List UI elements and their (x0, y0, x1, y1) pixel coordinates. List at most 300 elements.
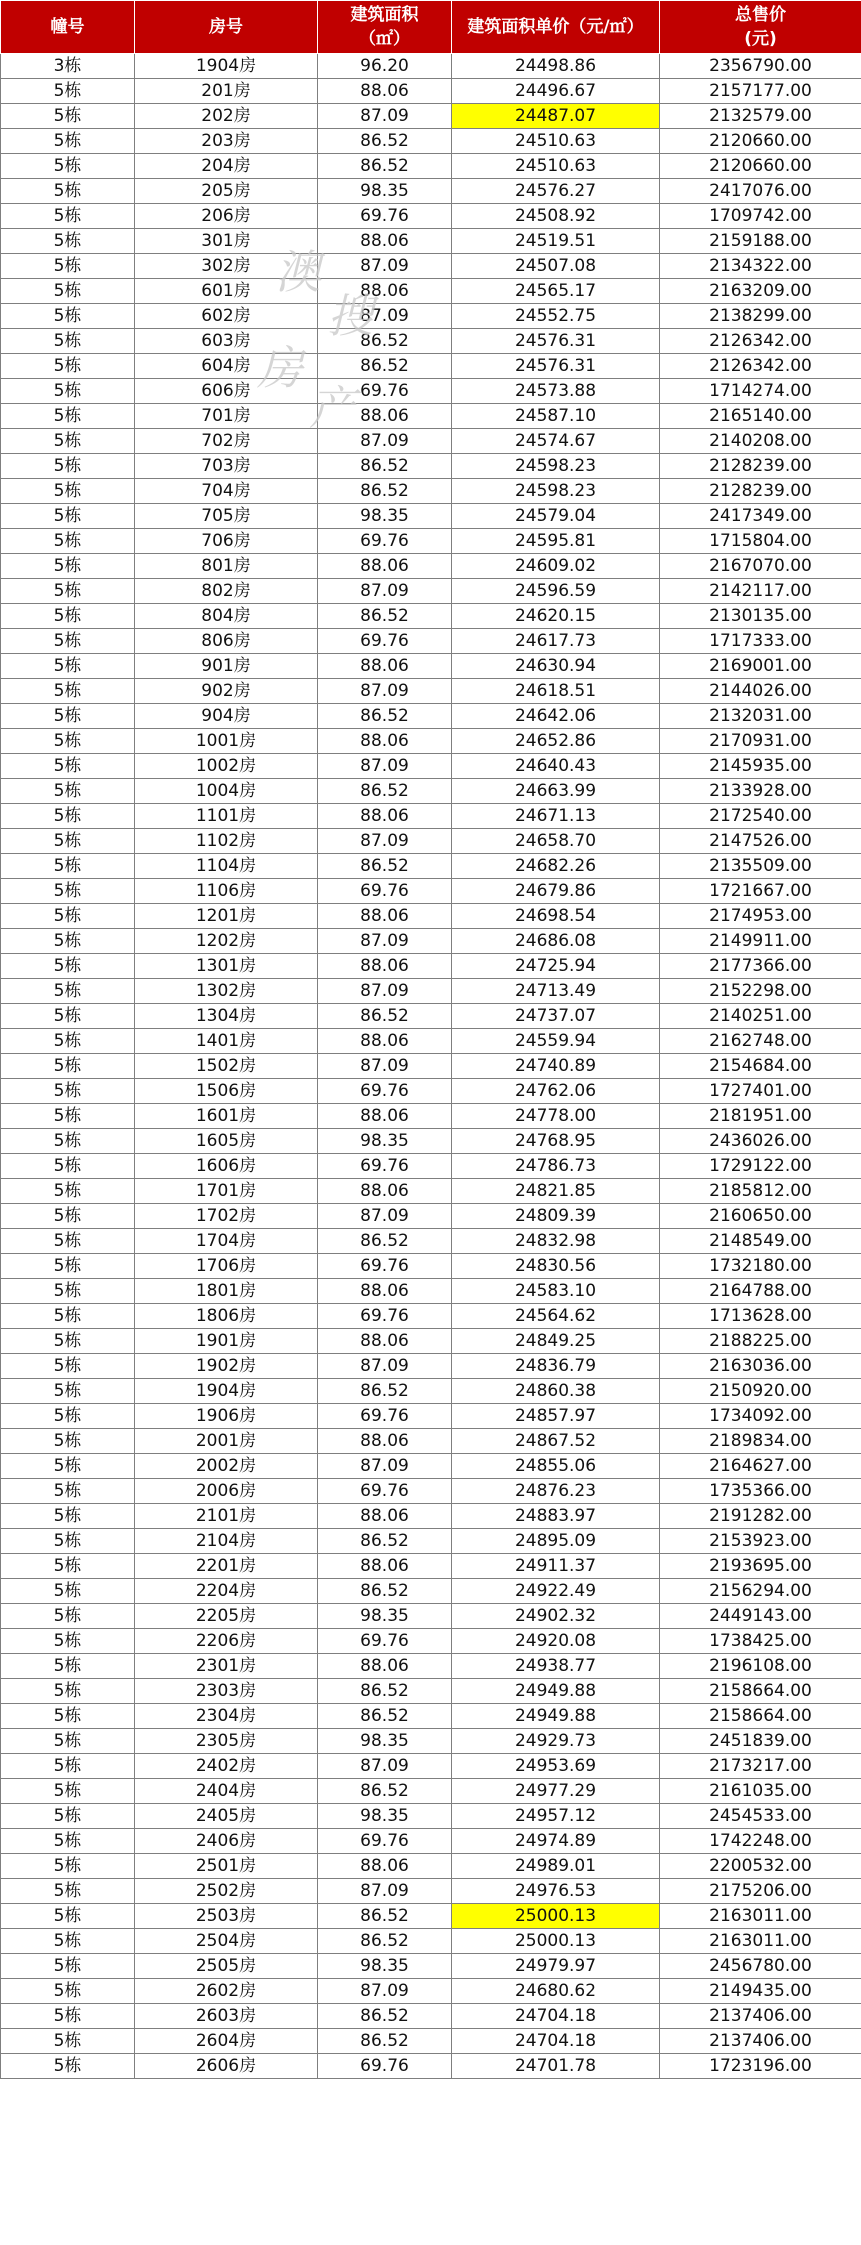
cell-total-price: 2138299.00 (660, 304, 861, 329)
cell-building: 5栋 (1, 1829, 135, 1854)
cell-unit-price: 24574.67 (452, 429, 660, 454)
cell-room: 1601房 (135, 1104, 318, 1129)
cell-area: 69.76 (318, 1254, 452, 1279)
header-unit-price: 建筑面积单价（元/㎡） (452, 1, 660, 54)
cell-room: 203房 (135, 129, 318, 154)
cell-unit-price: 24640.43 (452, 754, 660, 779)
table-row (1, 754, 861, 779)
cell-unit-price: 24740.89 (452, 1054, 660, 1079)
cell-building: 5栋 (1, 379, 135, 404)
cell-room: 704房 (135, 479, 318, 504)
cell-room: 1904房 (135, 54, 318, 79)
cell-total-price: 2161035.00 (660, 1779, 861, 1804)
cell-total-price: 2169001.00 (660, 654, 861, 679)
cell-building: 5栋 (1, 1454, 135, 1479)
table-row (1, 1329, 861, 1354)
table-row (1, 804, 861, 829)
table-row (1, 79, 861, 104)
cell-room: 206房 (135, 204, 318, 229)
cell-room: 706房 (135, 529, 318, 554)
cell-building: 5栋 (1, 479, 135, 504)
cell-total-price: 2156294.00 (660, 1579, 861, 1604)
watermark-char: 搜 (327, 289, 373, 343)
cell-building: 5栋 (1, 204, 135, 229)
cell-room: 2502房 (135, 1879, 318, 1904)
cell-unit-price: 24855.06 (452, 1454, 660, 1479)
cell-total-price: 2142117.00 (660, 579, 861, 604)
cell-total-price: 1735366.00 (660, 1479, 861, 1504)
cell-area: 86.52 (318, 1004, 452, 1029)
cell-building: 5栋 (1, 1154, 135, 1179)
cell-area: 87.09 (318, 1204, 452, 1229)
table-row (1, 454, 861, 479)
cell-area: 88.06 (318, 279, 452, 304)
table-row (1, 1804, 861, 1829)
cell-total-price: 1715804.00 (660, 529, 861, 554)
cell-area: 88.06 (318, 1104, 452, 1129)
cell-unit-price: 24849.25 (452, 1329, 660, 1354)
cell-unit-price: 24618.51 (452, 679, 660, 704)
cell-area: 69.76 (318, 629, 452, 654)
cell-building: 5栋 (1, 154, 135, 179)
cell-building: 5栋 (1, 1329, 135, 1354)
cell-building: 5栋 (1, 804, 135, 829)
cell-unit-price: 24768.95 (452, 1129, 660, 1154)
cell-area: 88.06 (318, 229, 452, 254)
cell-room: 1506房 (135, 1079, 318, 1104)
cell-unit-price: 24949.88 (452, 1679, 660, 1704)
cell-total-price: 2160650.00 (660, 1204, 861, 1229)
cell-room: 2305房 (135, 1729, 318, 1754)
table-row (1, 1954, 861, 1979)
cell-unit-price: 24576.31 (452, 354, 660, 379)
cell-room: 1101房 (135, 804, 318, 829)
cell-area: 88.06 (318, 954, 452, 979)
cell-building: 5栋 (1, 829, 135, 854)
cell-unit-price: 24510.63 (452, 129, 660, 154)
table-row (1, 104, 861, 129)
cell-unit-price: 24583.10 (452, 1279, 660, 1304)
cell-building: 5栋 (1, 654, 135, 679)
cell-area: 96.20 (318, 54, 452, 79)
cell-total-price: 1717333.00 (660, 629, 861, 654)
table-row (1, 1179, 861, 1204)
watermark-char: 澳 (275, 245, 321, 299)
cell-unit-price: 24857.97 (452, 1404, 660, 1429)
cell-area: 69.76 (318, 204, 452, 229)
cell-total-price: 2454533.00 (660, 1804, 861, 1829)
cell-building: 5栋 (1, 579, 135, 604)
cell-total-price: 2135509.00 (660, 854, 861, 879)
cell-room: 1302房 (135, 979, 318, 1004)
cell-room: 2406房 (135, 1829, 318, 1854)
table-row (1, 254, 861, 279)
table-row (1, 1254, 861, 1279)
table-row (1, 654, 861, 679)
cell-total-price: 2417349.00 (660, 504, 861, 529)
cell-total-price: 2145935.00 (660, 754, 861, 779)
cell-total-price: 2177366.00 (660, 954, 861, 979)
cell-building: 5栋 (1, 979, 135, 1004)
cell-total-price: 2165140.00 (660, 404, 861, 429)
table-row (1, 1679, 861, 1704)
cell-unit-price: 24576.31 (452, 329, 660, 354)
cell-area: 86.52 (318, 1379, 452, 1404)
table-row (1, 1129, 861, 1154)
cell-total-price: 1738425.00 (660, 1629, 861, 1654)
cell-building: 5栋 (1, 1854, 135, 1879)
cell-building: 5栋 (1, 1629, 135, 1654)
cell-room: 1004房 (135, 779, 318, 804)
cell-area: 87.09 (318, 829, 452, 854)
cell-building: 5栋 (1, 1104, 135, 1129)
cell-total-price: 2137406.00 (660, 2004, 861, 2029)
cell-area: 98.35 (318, 1129, 452, 1154)
header-row (1, 1, 861, 54)
cell-area: 87.09 (318, 679, 452, 704)
table-row (1, 954, 861, 979)
cell-building: 5栋 (1, 1604, 135, 1629)
cell-unit-price: 24989.01 (452, 1854, 660, 1879)
header-total-line1: 总售价 (735, 5, 786, 25)
cell-room: 1901房 (135, 1329, 318, 1354)
cell-total-price: 2200532.00 (660, 1854, 861, 1879)
cell-area: 87.09 (318, 1754, 452, 1779)
cell-total-price: 2191282.00 (660, 1504, 861, 1529)
cell-room: 2604房 (135, 2029, 318, 2054)
cell-building: 5栋 (1, 1979, 135, 2004)
cell-total-price: 1732180.00 (660, 1254, 861, 1279)
table-row (1, 1354, 861, 1379)
table-row (1, 354, 861, 379)
table-row (1, 1729, 861, 1754)
cell-room: 2405房 (135, 1804, 318, 1829)
cell-area: 86.52 (318, 354, 452, 379)
cell-total-price: 2150920.00 (660, 1379, 861, 1404)
cell-total-price: 2451839.00 (660, 1729, 861, 1754)
cell-unit-price: 24679.86 (452, 879, 660, 904)
cell-room: 802房 (135, 579, 318, 604)
cell-unit-price: 24576.27 (452, 179, 660, 204)
table-row (1, 54, 861, 79)
cell-area: 87.09 (318, 579, 452, 604)
cell-unit-price: 24762.06 (452, 1079, 660, 1104)
cell-area: 86.52 (318, 1779, 452, 1804)
cell-area: 86.52 (318, 454, 452, 479)
cell-unit-price: 24809.39 (452, 1204, 660, 1229)
cell-room: 2001房 (135, 1429, 318, 1454)
cell-room: 2204房 (135, 1579, 318, 1604)
cell-total-price: 2188225.00 (660, 1329, 861, 1354)
cell-room: 302房 (135, 254, 318, 279)
cell-unit-price: 24559.94 (452, 1029, 660, 1054)
cell-area: 87.09 (318, 1879, 452, 1904)
cell-total-price: 2157177.00 (660, 79, 861, 104)
cell-area: 86.52 (318, 1704, 452, 1729)
cell-room: 606房 (135, 379, 318, 404)
cell-area: 87.09 (318, 1354, 452, 1379)
cell-room: 705房 (135, 504, 318, 529)
cell-area: 86.52 (318, 154, 452, 179)
cell-room: 902房 (135, 679, 318, 704)
table-row (1, 229, 861, 254)
cell-total-price: 2185812.00 (660, 1179, 861, 1204)
cell-area: 88.06 (318, 1854, 452, 1879)
cell-room: 2505房 (135, 1954, 318, 1979)
table-row (1, 554, 861, 579)
cell-total-price: 2140208.00 (660, 429, 861, 454)
table-row (1, 854, 861, 879)
cell-room: 2206房 (135, 1629, 318, 1654)
table-row (1, 829, 861, 854)
header-area-line2: （㎡） (359, 29, 410, 49)
cell-building: 5栋 (1, 79, 135, 104)
cell-total-price: 2158664.00 (660, 1704, 861, 1729)
cell-total-price: 2196108.00 (660, 1654, 861, 1679)
cell-area: 69.76 (318, 1404, 452, 1429)
cell-total-price: 1721667.00 (660, 879, 861, 904)
cell-area: 69.76 (318, 1079, 452, 1104)
cell-total-price: 2170931.00 (660, 729, 861, 754)
cell-unit-price: 25000.13 (452, 1904, 660, 1929)
cell-total-price: 1723196.00 (660, 2054, 861, 2079)
cell-total-price: 2153923.00 (660, 1529, 861, 1554)
table-row (1, 1554, 861, 1579)
cell-room: 1706房 (135, 1254, 318, 1279)
cell-total-price: 2356790.00 (660, 54, 861, 79)
cell-room: 604房 (135, 354, 318, 379)
cell-building: 5栋 (1, 629, 135, 654)
cell-unit-price: 24867.52 (452, 1429, 660, 1454)
cell-room: 2201房 (135, 1554, 318, 1579)
cell-area: 88.06 (318, 1429, 452, 1454)
cell-total-price: 1727401.00 (660, 1079, 861, 1104)
cell-building: 5栋 (1, 1254, 135, 1279)
cell-area: 86.52 (318, 1904, 452, 1929)
cell-total-price: 1742248.00 (660, 1829, 861, 1854)
cell-unit-price: 24642.06 (452, 704, 660, 729)
cell-unit-price: 24920.08 (452, 1629, 660, 1654)
cell-building: 5栋 (1, 754, 135, 779)
cell-building: 5栋 (1, 779, 135, 804)
cell-room: 806房 (135, 629, 318, 654)
header-building: 幢号 (1, 1, 135, 54)
cell-total-price: 1729122.00 (660, 1154, 861, 1179)
table-row (1, 279, 861, 304)
cell-total-price: 2417076.00 (660, 179, 861, 204)
watermark-char: 房 (257, 341, 303, 395)
cell-room: 1502房 (135, 1054, 318, 1079)
table-row (1, 1054, 861, 1079)
cell-building: 5栋 (1, 1729, 135, 1754)
table-row (1, 704, 861, 729)
cell-building: 5栋 (1, 279, 135, 304)
cell-total-price: 2148549.00 (660, 1229, 861, 1254)
cell-building: 5栋 (1, 1954, 135, 1979)
cell-room: 1106房 (135, 879, 318, 904)
cell-room: 804房 (135, 604, 318, 629)
table-row (1, 1304, 861, 1329)
cell-room: 1702房 (135, 1204, 318, 1229)
cell-room: 801房 (135, 554, 318, 579)
cell-unit-price: 24902.32 (452, 1604, 660, 1629)
table-row (1, 1154, 861, 1179)
cell-total-price: 2162748.00 (660, 1029, 861, 1054)
cell-total-price: 2189834.00 (660, 1429, 861, 1454)
cell-room: 904房 (135, 704, 318, 729)
cell-room: 2104房 (135, 1529, 318, 1554)
cell-building: 5栋 (1, 1229, 135, 1254)
cell-area: 88.06 (318, 1029, 452, 1054)
cell-unit-price: 24598.23 (452, 454, 660, 479)
cell-area: 88.06 (318, 79, 452, 104)
cell-room: 1902房 (135, 1354, 318, 1379)
table-row (1, 429, 861, 454)
cell-room: 2602房 (135, 1979, 318, 2004)
cell-building: 5栋 (1, 1179, 135, 1204)
cell-unit-price: 24598.23 (452, 479, 660, 504)
cell-unit-price: 24698.54 (452, 904, 660, 929)
cell-building: 5栋 (1, 1479, 135, 1504)
cell-area: 88.06 (318, 1504, 452, 1529)
cell-area: 86.52 (318, 1579, 452, 1604)
table-row (1, 1104, 861, 1129)
table-row (1, 1279, 861, 1304)
cell-unit-price: 24949.88 (452, 1704, 660, 1729)
cell-building: 5栋 (1, 1704, 135, 1729)
cell-total-price: 2175206.00 (660, 1879, 861, 1904)
cell-unit-price: 24652.86 (452, 729, 660, 754)
cell-area: 98.35 (318, 504, 452, 529)
cell-total-price: 1709742.00 (660, 204, 861, 229)
cell-building: 5栋 (1, 1029, 135, 1054)
cell-total-price: 2140251.00 (660, 1004, 861, 1029)
cell-area: 98.35 (318, 1954, 452, 1979)
watermark-char: 产 (309, 381, 355, 435)
cell-total-price: 2128239.00 (660, 479, 861, 504)
cell-area: 87.09 (318, 1979, 452, 2004)
cell-building: 5栋 (1, 1679, 135, 1704)
cell-unit-price: 24496.67 (452, 79, 660, 104)
cell-building: 5栋 (1, 854, 135, 879)
cell-room: 2404房 (135, 1779, 318, 1804)
cell-building: 3栋 (1, 54, 135, 79)
cell-building: 5栋 (1, 529, 135, 554)
cell-total-price: 2149435.00 (660, 1979, 861, 2004)
cell-unit-price: 25000.13 (452, 1929, 660, 1954)
table-row (1, 179, 861, 204)
cell-building: 5栋 (1, 454, 135, 479)
cell-area: 98.35 (318, 1729, 452, 1754)
cell-area: 86.52 (318, 2004, 452, 2029)
cell-building: 5栋 (1, 879, 135, 904)
cell-unit-price: 24957.12 (452, 1804, 660, 1829)
cell-unit-price: 24573.88 (452, 379, 660, 404)
cell-unit-price: 24617.73 (452, 629, 660, 654)
cell-unit-price: 24895.09 (452, 1529, 660, 1554)
cell-room: 2101房 (135, 1504, 318, 1529)
cell-area: 88.06 (318, 904, 452, 929)
cell-building: 5栋 (1, 104, 135, 129)
cell-room: 1104房 (135, 854, 318, 879)
cell-total-price: 1714274.00 (660, 379, 861, 404)
cell-total-price: 2167070.00 (660, 554, 861, 579)
table-row (1, 154, 861, 179)
cell-unit-price: 24508.92 (452, 204, 660, 229)
cell-area: 69.76 (318, 1829, 452, 1854)
cell-room: 2303房 (135, 1679, 318, 1704)
table-row (1, 1079, 861, 1104)
cell-area: 69.76 (318, 1629, 452, 1654)
cell-unit-price: 24579.04 (452, 504, 660, 529)
cell-unit-price: 24876.23 (452, 1479, 660, 1504)
cell-unit-price: 24498.86 (452, 54, 660, 79)
table-row (1, 529, 861, 554)
cell-unit-price: 24922.49 (452, 1579, 660, 1604)
cell-total-price: 2128239.00 (660, 454, 861, 479)
cell-building: 5栋 (1, 504, 135, 529)
table-row (1, 1754, 861, 1779)
cell-building: 5栋 (1, 404, 135, 429)
cell-unit-price: 24974.89 (452, 1829, 660, 1854)
cell-room: 2402房 (135, 1754, 318, 1779)
cell-building: 5栋 (1, 129, 135, 154)
table-row (1, 879, 861, 904)
header-total-price (660, 1, 861, 54)
cell-area: 69.76 (318, 1304, 452, 1329)
cell-building: 5栋 (1, 1929, 135, 1954)
cell-room: 2002房 (135, 1454, 318, 1479)
cell-unit-price: 24596.59 (452, 579, 660, 604)
table-row (1, 404, 861, 429)
cell-room: 601房 (135, 279, 318, 304)
cell-building: 5栋 (1, 1754, 135, 1779)
cell-unit-price: 24552.75 (452, 304, 660, 329)
table-row (1, 1654, 861, 1679)
table-row (1, 1379, 861, 1404)
cell-room: 1701房 (135, 1179, 318, 1204)
table-row (1, 1779, 861, 1804)
cell-total-price: 2164627.00 (660, 1454, 861, 1479)
cell-room: 1401房 (135, 1029, 318, 1054)
cell-unit-price: 24682.26 (452, 854, 660, 879)
cell-total-price: 2152298.00 (660, 979, 861, 1004)
cell-building: 5栋 (1, 1279, 135, 1304)
table-row (1, 1479, 861, 1504)
cell-building: 5栋 (1, 729, 135, 754)
cell-total-price: 2126342.00 (660, 329, 861, 354)
cell-total-price: 2144026.00 (660, 679, 861, 704)
cell-building: 5栋 (1, 1504, 135, 1529)
cell-room: 2006房 (135, 1479, 318, 1504)
cell-total-price: 2159188.00 (660, 229, 861, 254)
cell-total-price: 2134322.00 (660, 254, 861, 279)
cell-room: 701房 (135, 404, 318, 429)
cell-room: 1606房 (135, 1154, 318, 1179)
table-row (1, 1404, 861, 1429)
cell-area: 69.76 (318, 1479, 452, 1504)
table-row (1, 1904, 861, 1929)
cell-unit-price: 24977.29 (452, 1779, 660, 1804)
cell-area: 87.09 (318, 304, 452, 329)
cell-building: 5栋 (1, 1079, 135, 1104)
cell-unit-price: 24786.73 (452, 1154, 660, 1179)
cell-room: 2205房 (135, 1604, 318, 1629)
cell-area: 87.09 (318, 1054, 452, 1079)
cell-building: 5栋 (1, 1054, 135, 1079)
cell-building: 5栋 (1, 1904, 135, 1929)
cell-building: 5栋 (1, 1429, 135, 1454)
